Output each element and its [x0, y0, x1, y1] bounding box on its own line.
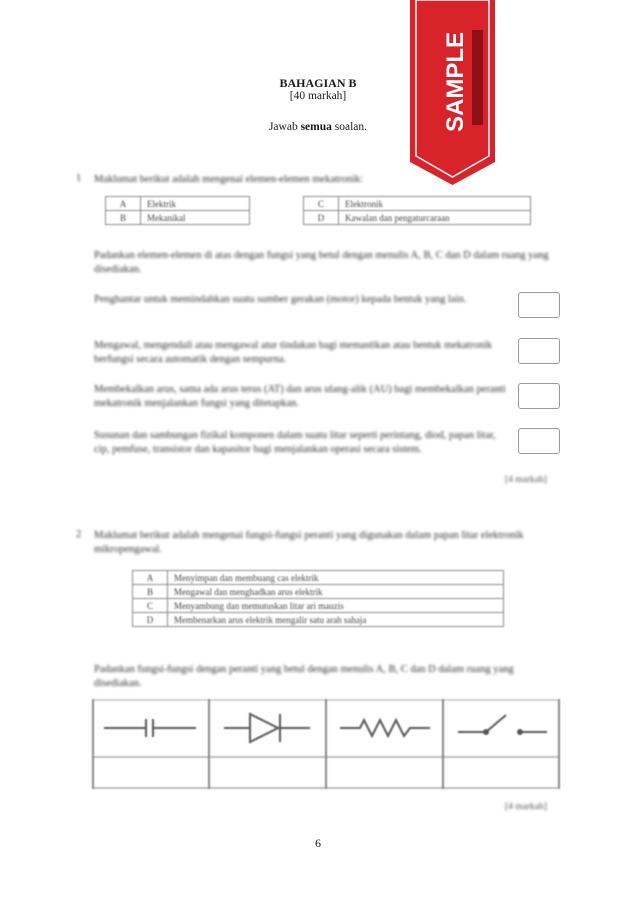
- q1-number: 1: [76, 173, 82, 184]
- q2-marks: [4 markah]: [505, 802, 547, 812]
- q1-item: Membekalkan arus, sama ada arus terus (AT) dan arus ulang-alik (AU) bagi membekalkan peranti mekatronik menjalankan fungsi yang ditetapkan.: [94, 384, 506, 409]
- q2-stem: Maklumat berikut adalah mengenai fungsi-fungsi peranti yang digunakan dalam papan litar elektronik mikropengawal.: [94, 530, 524, 555]
- diode-symbol: [224, 714, 310, 742]
- answer-box[interactable]: [518, 292, 560, 318]
- section-title: BAHAGIAN B: [279, 76, 357, 90]
- ribbon-text: SAMPLE: [442, 31, 469, 132]
- sample-ribbon: [410, 0, 495, 185]
- switch-symbol: [458, 715, 547, 734]
- q1-item: Mengawal, mengendali atau mengawal atur tindakan bagi memastikan atau bentuk mekatronik berfungsi secara automatik dengan sempurna.: [94, 340, 492, 365]
- section-instruction: Jawab semua soalan.: [268, 121, 368, 133]
- symbol-grid: [92, 699, 560, 789]
- q1-item: Penghantar untuk memindahkan suatu sumber gerakan (motor) kepada bentuk yang lain.: [94, 294, 467, 305]
- q1-table-left: A Elektrik B Mekanikal: [105, 196, 250, 225]
- section-marks: [40 markah]: [289, 90, 347, 102]
- answer-box[interactable]: [518, 428, 560, 454]
- q1-table-right: C Elektronik D Kawalan dan pengaturcaraan: [303, 196, 531, 225]
- q1-item: Susunan dan sambungan fizikal komponen dalam suatu litar seperti perintang, diod, papan litar, cip, pemfuse, transistor dan kapasitor bagi menjalankan operasi secara sistem.: [94, 430, 496, 455]
- q1-instruction: Padankan elemen-elemen di atas dengan fungsi yang betul dengan menulis A, B, C dan D dalam ruang yang disediakan.: [94, 250, 549, 275]
- answer-box[interactable]: [518, 338, 560, 364]
- q2-table: A Menyimpan dan membuang cas elektrik B Mengawal dan menghadkan arus elektrik C Menyambung dan memutuskan litar ari mauzis D Membenarkan arus elektrik mengalir satu arah sahaja: [132, 570, 504, 627]
- answer-box[interactable]: [518, 383, 560, 409]
- q1-stem: Maklumat berikut adalah mengenai elemen-elemen mekatronik:: [94, 174, 364, 185]
- q2-number: 2: [76, 529, 82, 540]
- q2-instruction: Padankan fungsi-fungsi dengan peranti yang betul dengan menulis A, B, C dan D dalam ruang yang disediakan.: [94, 664, 514, 689]
- resistor-symbol: [340, 720, 430, 736]
- q1-marks: [4 markah]: [505, 475, 547, 485]
- capacitor-symbol: [104, 719, 196, 737]
- page-number: 6: [315, 836, 321, 850]
